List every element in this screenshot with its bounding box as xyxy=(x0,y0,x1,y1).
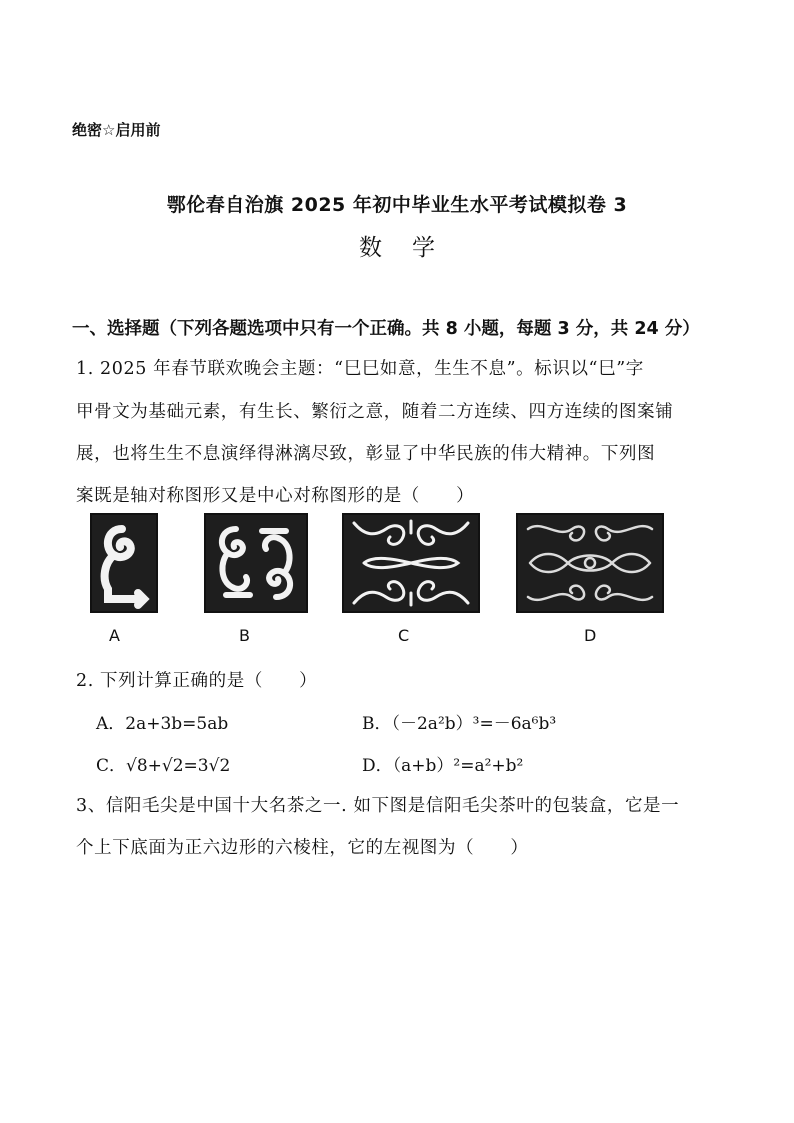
q3-line-2: 个上下底面为正六边形的六棱柱，它的左视图为（ ） xyxy=(76,838,529,858)
q2-option-b: B．（－2a²b）³=－6a⁶b³ xyxy=(362,714,557,734)
section-heading: 一、选择题（下列各题选项中只有一个正确。共 8 小题，每题 3 分，共 24 分） xyxy=(72,319,700,339)
q3-line-1: 3、信阳毛尖是中国十大名茶之一. 如下图是信阳毛尖茶叶的包装盒，它是一 xyxy=(76,796,680,816)
figure-c-pattern xyxy=(342,513,480,613)
confidential-label: 绝密☆启用前 xyxy=(72,121,161,139)
figure-label-a: A xyxy=(109,626,120,645)
exam-title: 鄂伦春自治旗 2025 年初中毕业生水平考试模拟卷 3 xyxy=(166,194,628,216)
figure-label-d: D xyxy=(584,626,597,645)
q2-option-c: C．√8+√2=3√2 xyxy=(96,756,231,776)
figure-label-c: C xyxy=(398,626,410,645)
q1-line-4: 案既是轴对称图形又是中心对称图形的是（ ） xyxy=(76,486,475,506)
figure-d-pattern xyxy=(516,513,664,613)
q1-line-1: 1. 2025 年春节联欢晚会主题：“巳巳如意，生生不息”。标识以“巳”字 xyxy=(76,359,644,379)
q1-line-3: 展，也将生生不息演绎得淋漓尽致，彰显了中华民族的伟大精神。下列图 xyxy=(76,444,656,464)
q2-option-a: A．2a+3b=5ab xyxy=(96,714,229,734)
figure-a-pattern xyxy=(90,513,158,613)
figure-b-pattern xyxy=(204,513,308,613)
q2-stem: 2. 下列计算正确的是（ ） xyxy=(76,671,318,691)
figure-label-b: B xyxy=(239,626,250,645)
subject-title: 数学 xyxy=(359,235,465,261)
q2-option-d: D．（a+b）²=a²+b² xyxy=(362,756,524,776)
q1-line-2: 甲骨文为基础元素，有生长、繁衍之意，随着二方连续、四方连续的图案铺 xyxy=(76,402,674,422)
